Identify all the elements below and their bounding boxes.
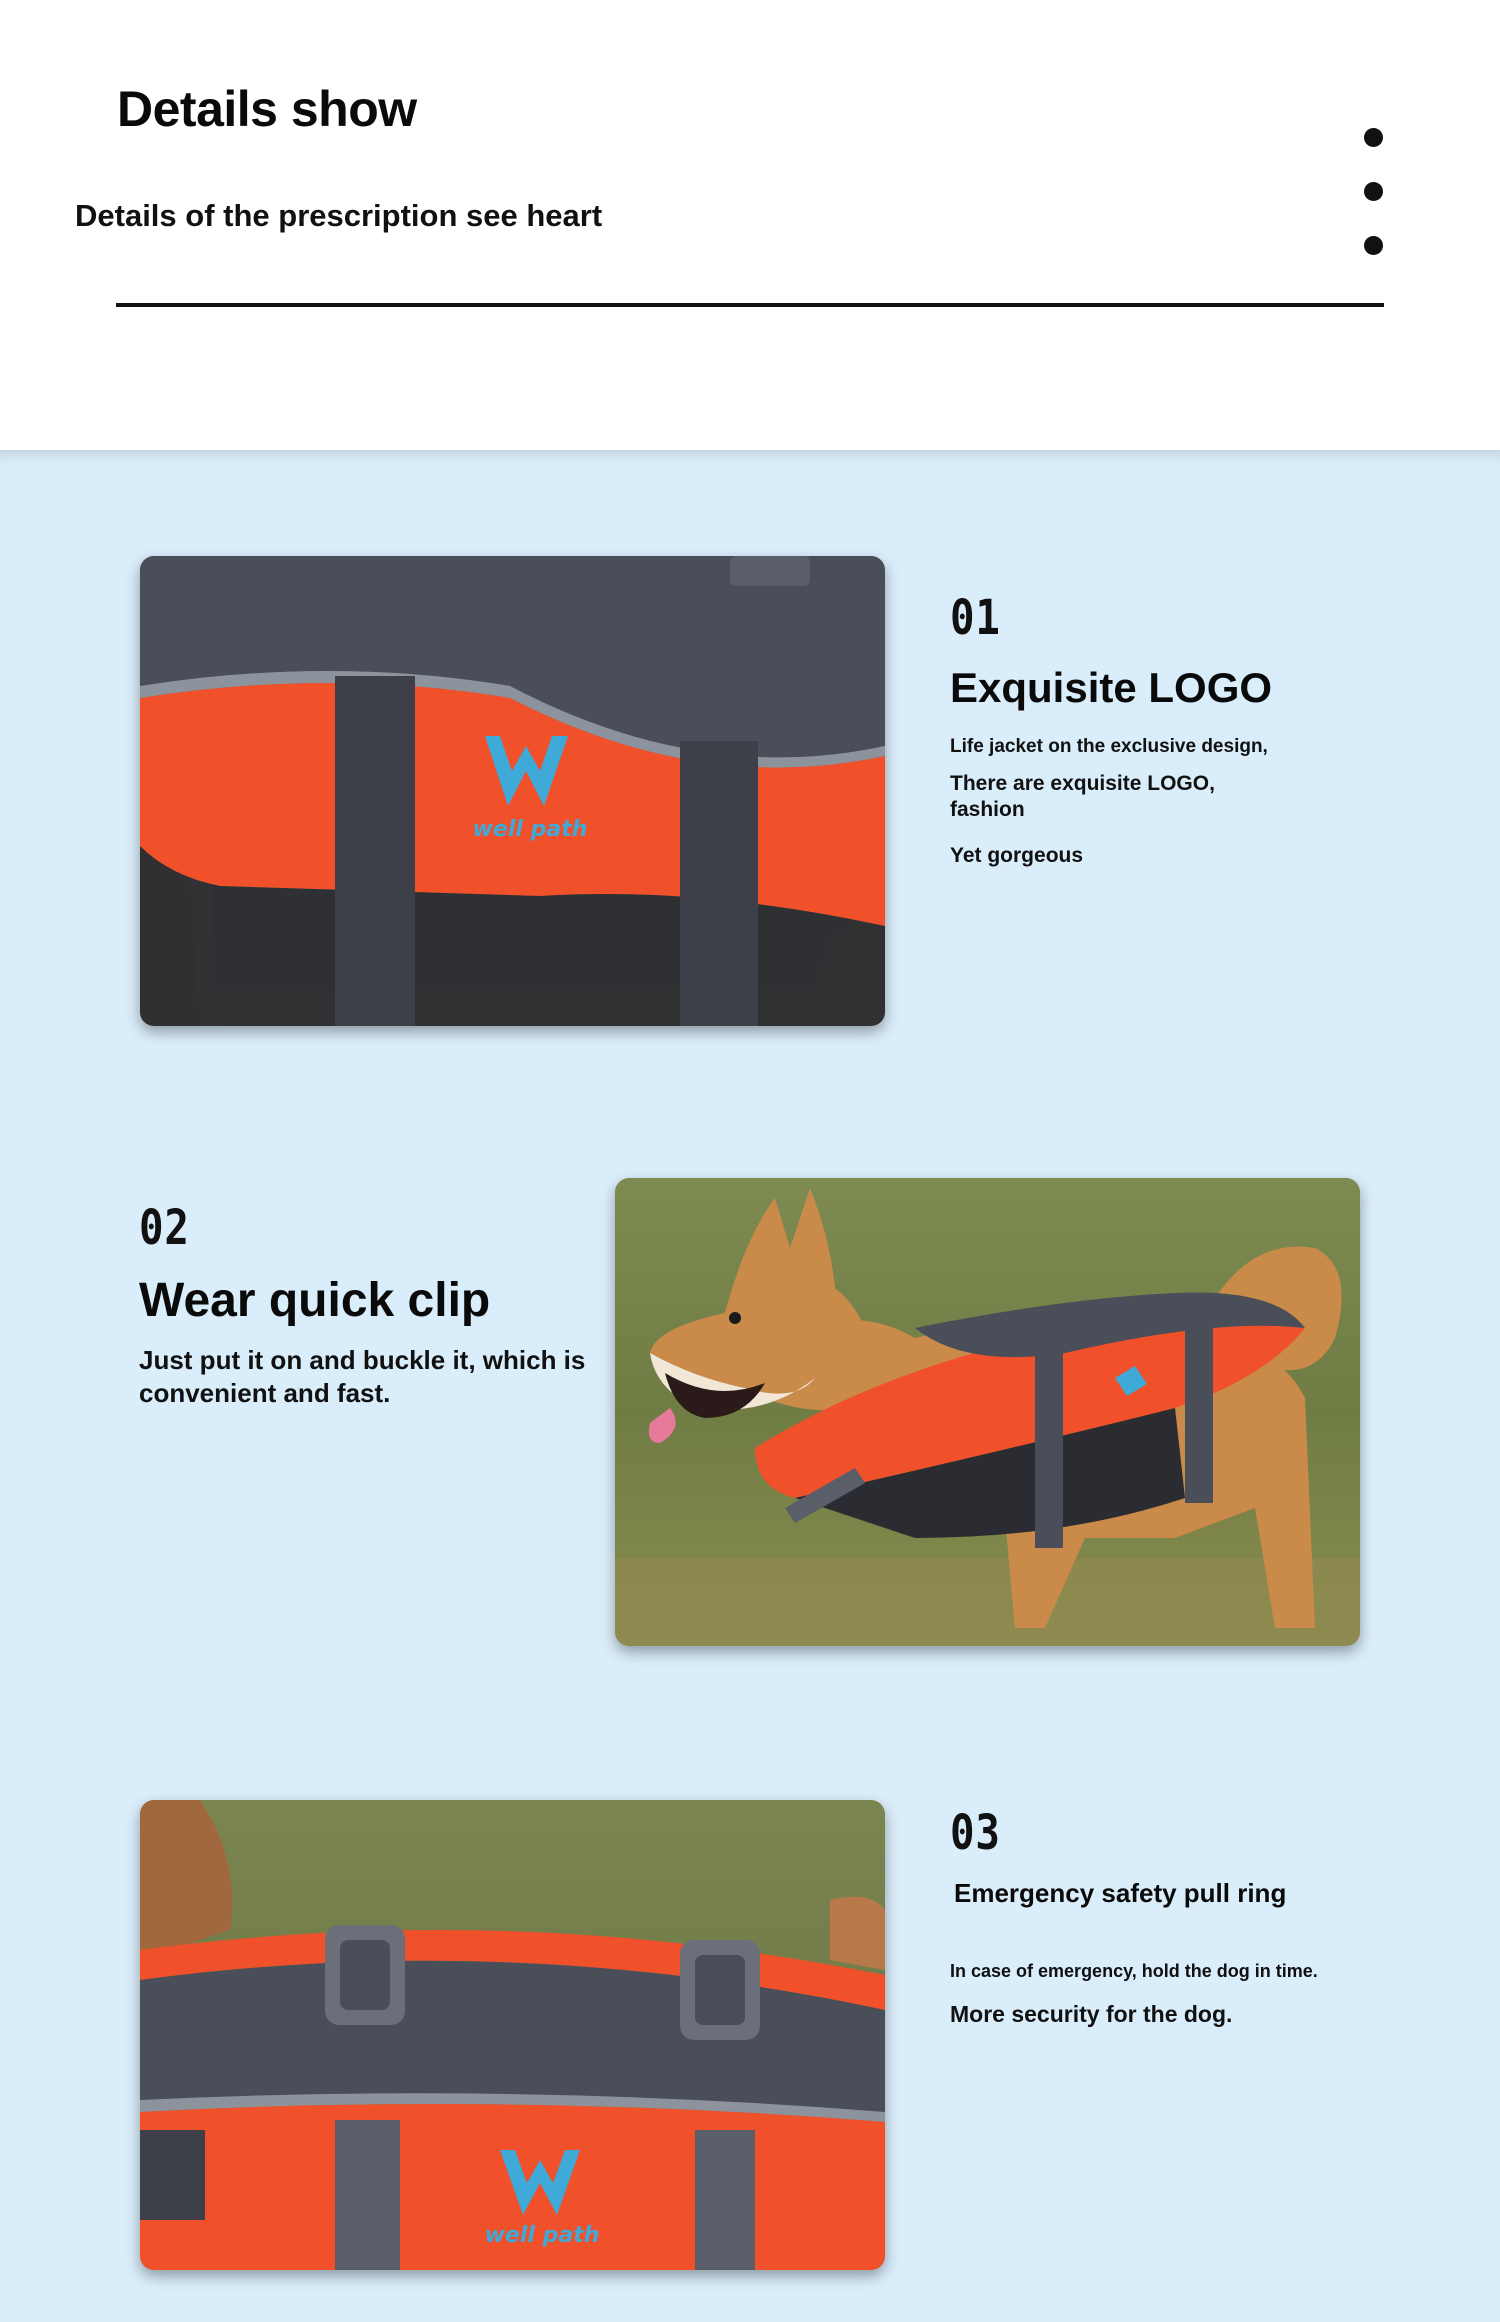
feature-text: More security for the dog. (950, 2000, 1233, 2027)
feature-title: Exquisite LOGO (950, 664, 1273, 711)
feature-number: 01 (950, 590, 1001, 646)
feature-number: 03 (950, 1805, 1001, 1861)
logo-closeup-photo (140, 556, 885, 1026)
feature-text: Just put it on and buckle it, which is convenient and fast. (139, 1345, 586, 1408)
photo-logo-text: well path (472, 817, 588, 842)
section-title: Details show (117, 81, 417, 137)
feature-text: There are exquisite LOGO, fashion (950, 771, 1215, 821)
details-header (0, 0, 1500, 450)
feature-title: Wear quick clip (139, 1274, 491, 1327)
dot-list-icon (1364, 128, 1384, 290)
feature-text: In case of emergency, hold the dog in time. (950, 1961, 1318, 1981)
feature-text: Yet gorgeous (950, 844, 1084, 868)
feature-text: Life jacket on the exclusive design, (950, 736, 1268, 757)
divider (116, 303, 1384, 307)
dog-wearing-vest-photo (615, 1178, 1360, 1646)
pull-ring-photo (140, 1800, 885, 2270)
feature-number: 02 (139, 1200, 190, 1256)
photo-logo-text: well path (484, 2223, 600, 2248)
feature-title: Emergency safety pull ring (954, 1878, 1287, 1908)
section-subtitle: Details of the prescription see heart (75, 198, 603, 233)
